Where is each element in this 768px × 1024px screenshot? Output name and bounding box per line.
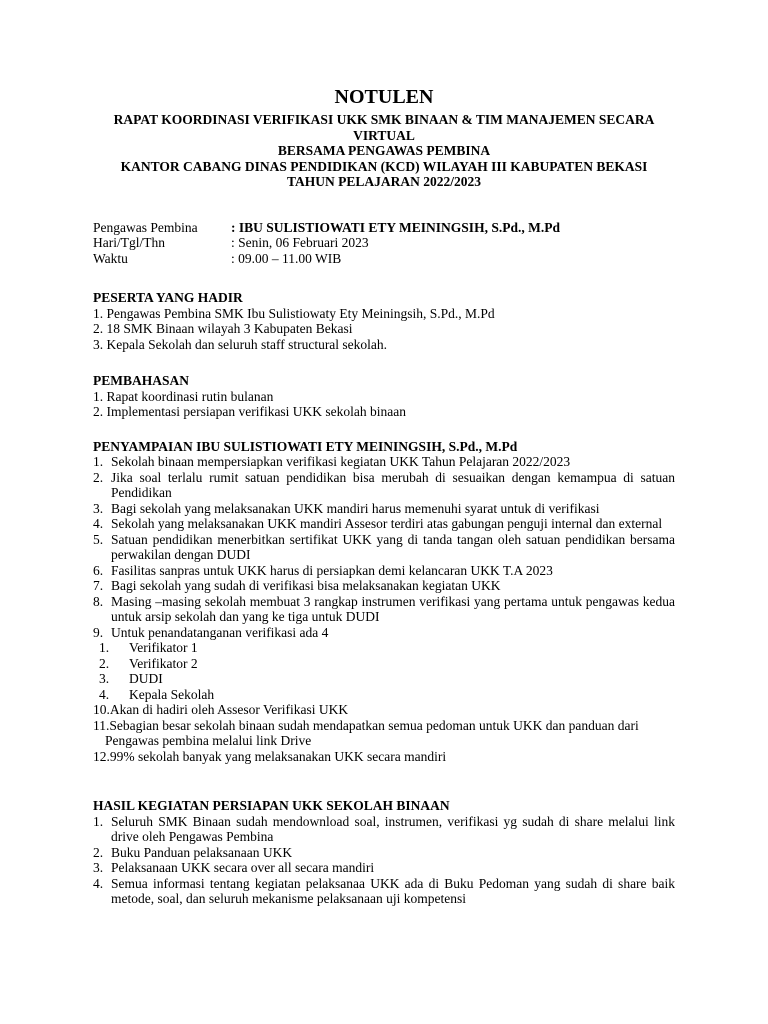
meta-value: : IBU SULISTIOWATI ETY MEININGSIH, S.Pd., M.Pd bbox=[231, 219, 560, 235]
meta-row-time bbox=[93, 251, 675, 267]
item-text: Untuk penandatanganan verifikasi ada 4 bbox=[111, 624, 329, 640]
peserta-list bbox=[93, 306, 675, 353]
pembahasan-list bbox=[93, 389, 675, 420]
list-item bbox=[93, 532, 675, 563]
list-item bbox=[93, 516, 675, 532]
meta-value: : Senin, 06 Februari 2023 bbox=[231, 235, 369, 250]
meta-row-pengawas bbox=[93, 220, 675, 236]
item-text: Buku Panduan pelaksanaan UKK bbox=[111, 844, 293, 860]
item-number: 1. bbox=[93, 454, 104, 469]
list-item bbox=[93, 845, 675, 861]
item-text: Sekolah yang melaksanakan UKK mandiri Assesor terdiri atas gabungan penguji internal dan external bbox=[111, 516, 663, 531]
item-number: 5. bbox=[93, 531, 104, 547]
list-item: 3. Kepala Sekolah dan seluruh staff structural sekolah. bbox=[93, 336, 388, 352]
item-number: 2. bbox=[93, 469, 104, 485]
item-text: Bagi sekolah yang melaksanakan UKK mandiri harus memenuhi syarat untuk di verifikasi bbox=[111, 500, 600, 516]
list-item bbox=[93, 563, 675, 579]
list-item bbox=[93, 470, 675, 501]
subtitle-line: RAPAT KOORDINASI VERIFIKASI UKK SMK BINAAN & TIM MANAJEMEN SECARA VIRTUAL bbox=[113, 112, 655, 143]
section-hasil bbox=[93, 798, 675, 907]
item-text: Jika soal terlalu rumit satuan pendidikan bisa merubah di sesuaikan dengan kemampua di satuan Pendidikan bbox=[111, 469, 675, 500]
item-text: Verifikator 2 bbox=[129, 655, 198, 671]
item-text: Masing –masing sekolah membuat 3 rangkap instrumen verifikasi yang pertama untuk pengawas kedua untuk arsip sekolah dan yang ke tiga untuk DUDI bbox=[111, 593, 675, 624]
item-number: 3. bbox=[99, 671, 110, 686]
item-number: 7. bbox=[93, 578, 104, 593]
item-number: 2. bbox=[99, 655, 110, 671]
list-item: 11.Sebagian besar sekolah binaan sudah mendapatkan semua pedoman untuk UKK dan panduan dari bbox=[93, 717, 639, 733]
section-peserta bbox=[93, 290, 675, 352]
item-number: 8. bbox=[93, 593, 104, 609]
list-item: 10.Akan di hadiri oleh Assesor Verifikasi UKK bbox=[93, 702, 349, 717]
list-item bbox=[93, 501, 675, 517]
item-number: 3. bbox=[93, 860, 104, 875]
item-number: 6. bbox=[93, 562, 104, 578]
hasil-list bbox=[93, 814, 675, 907]
signatory-list bbox=[93, 640, 675, 702]
item-number: 9. bbox=[93, 624, 104, 640]
item-number: 1. bbox=[93, 813, 104, 829]
subtitle-block bbox=[93, 112, 675, 190]
item-number: 2. bbox=[93, 844, 104, 860]
list-item bbox=[99, 671, 675, 687]
list-item bbox=[93, 876, 675, 907]
list-item-continuation: Pengawas pembina melalui link Drive bbox=[105, 733, 312, 748]
meta-value: : 09.00 – 11.00 WIB bbox=[231, 250, 342, 266]
subtitle-line: BERSAMA PENGAWAS PEMBINA bbox=[277, 143, 491, 158]
meta-label: Pengawas Pembina bbox=[93, 219, 198, 235]
list-item: 1. Rapat koordinasi rutin bulanan bbox=[93, 388, 274, 404]
subtitle-line: TAHUN PELAJARAN 2022/2023 bbox=[286, 174, 481, 189]
item-text: Seluruh SMK Binaan sudah mendownload soal, instrumen, verifikasi yg sudah di share melalui link drive oleh Pengawas Pembina bbox=[111, 813, 675, 844]
list-item bbox=[93, 594, 675, 625]
list-item: 1. Pengawas Pembina SMK Ibu Sulistiowaty Ety Meiningsih, S.Pd., M.Pd bbox=[93, 305, 495, 321]
list-item bbox=[99, 687, 675, 703]
item-number: 4. bbox=[99, 686, 110, 702]
item-text: Pelaksanaan UKK secara over all secara mandiri bbox=[111, 860, 375, 875]
meta-label: Hari/Tgl/Thn bbox=[93, 235, 165, 250]
section-penyampaian bbox=[93, 439, 675, 765]
list-item: 2. 18 SMK Binaan wilayah 3 Kabupaten Bekasi bbox=[93, 321, 353, 336]
item-text: Fasilitas sanpras untuk UKK harus di persiapkan demi kelancaran UKK T.A 2023 bbox=[111, 562, 553, 578]
item-text: Bagi sekolah yang sudah di verifikasi bisa melaksanakan kegiatan UKK bbox=[111, 578, 501, 593]
subtitle-line: KANTOR CABANG DINAS PENDIDIKAN (KCD) WILAYAH III KABUPATEN BEKASI bbox=[120, 158, 648, 174]
section-heading: PESERTA YANG HADIR bbox=[93, 290, 243, 305]
item-text: Verifikator 1 bbox=[129, 640, 198, 655]
item-number: 3. bbox=[93, 500, 104, 516]
penyampaian-list bbox=[93, 454, 675, 640]
section-heading: HASIL KEGIATAN PERSIAPAN UKK SEKOLAH BINAAN bbox=[93, 798, 450, 813]
list-item bbox=[93, 814, 675, 845]
section-pembahasan bbox=[93, 373, 675, 420]
item-text: Semua informasi tentang kegiatan pelaksanaa UKK ada di Buku Pedoman yang sudah di share baik metode, soal, dan seluruh mekanisme pelaksanaan uji kompetensi bbox=[111, 875, 675, 906]
item-text: Sekolah binaan mempersiapkan verifikasi kegiatan UKK Tahun Pelajaran 2022/2023 bbox=[111, 454, 571, 469]
meeting-info bbox=[93, 220, 675, 267]
list-item bbox=[93, 625, 675, 641]
section-heading: PENYAMPAIAN IBU SULISTIOWATI ETY MEININGSIH, S.Pd., M.Pd bbox=[93, 438, 518, 454]
meta-label: Waktu bbox=[93, 250, 128, 266]
document-title: NOTULEN bbox=[334, 86, 434, 108]
list-item bbox=[93, 578, 675, 594]
item-number: 4. bbox=[93, 516, 104, 531]
item-text: DUDI bbox=[129, 671, 163, 686]
list-item: 12.99% sekolah banyak yang melaksanakan UKK secara mandiri bbox=[93, 748, 447, 764]
section-heading: PEMBAHASAN bbox=[93, 373, 190, 388]
list-item bbox=[99, 640, 675, 656]
meta-row-date bbox=[93, 235, 675, 251]
list-item bbox=[99, 656, 675, 672]
item-text: Satuan pendidikan menerbitkan sertifikat UKK yang di tanda tangan oleh satuan pendidikan bersama perwakilan dengan DUDI bbox=[111, 531, 675, 562]
item-text: Kepala Sekolah bbox=[129, 686, 215, 702]
list-item bbox=[93, 860, 675, 876]
list-item: 2. Implementasi persiapan verifikasi UKK sekolah binaan bbox=[93, 404, 407, 419]
item-number: 1. bbox=[99, 640, 110, 655]
item-number: 4. bbox=[93, 875, 104, 891]
list-item bbox=[93, 454, 675, 470]
